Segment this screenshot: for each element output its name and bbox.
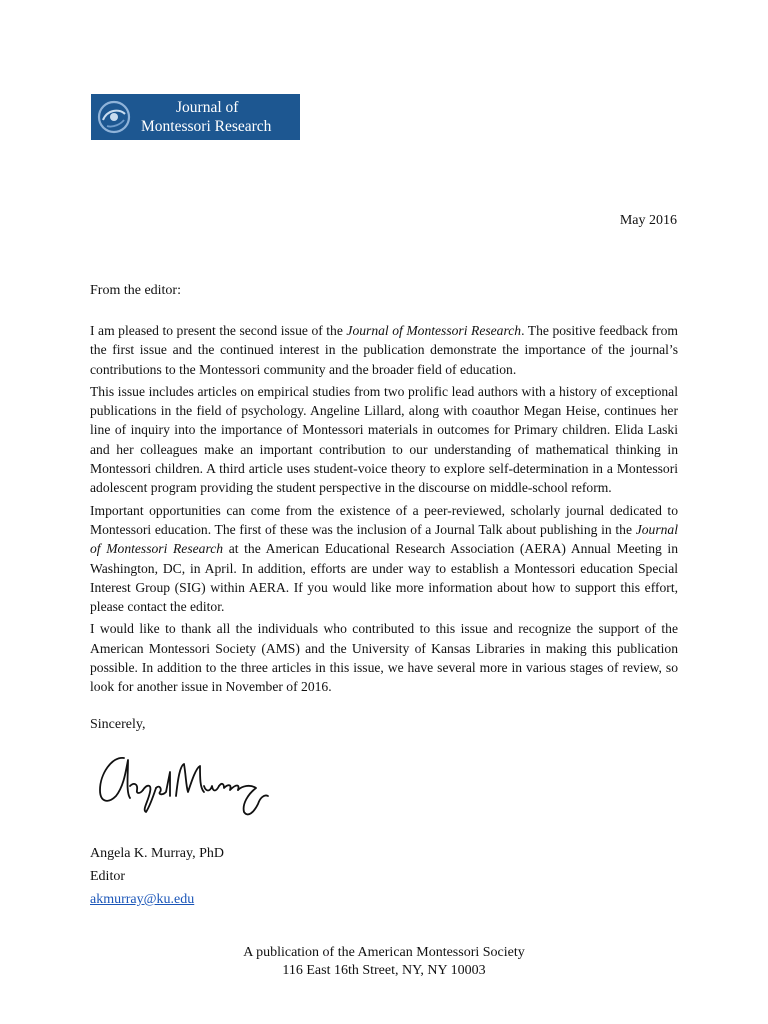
paragraph-1	[90, 321, 678, 379]
journal-title-italic: Journal of Montessori Research	[346, 323, 522, 338]
journal-logo	[91, 94, 300, 140]
logo-line-1: Journal of	[176, 99, 239, 116]
logo-line-2: Montessori Research	[141, 118, 272, 135]
handwritten-signature	[92, 746, 272, 832]
footer	[0, 944, 768, 980]
editor-email-link[interactable]: akmurray@ku.edu	[90, 892, 195, 907]
footer-address: 116 East 16th Street, NY, NY 10003	[282, 963, 486, 978]
paragraph-3-text-a: Important opportunities can come from the existence of a peer-reviewed, scholarly journal dedicated to Montessori education. The first of these was the inclusion of a Journal Talk about publishing in the	[90, 502, 678, 537]
signature-block	[90, 842, 224, 911]
paragraph-1-text-b: . The positive feedback from the first issue and the continued interest in the publication demonstrate the importance of the journal’s contributions to the Montessori community and the broader field of education.	[90, 323, 679, 377]
journal-emblem-icon	[95, 98, 133, 136]
paragraph-3-text-b: at the American Educational Research Association (AERA) Annual Meeting in Washington, DC, in April. In addition, efforts are under way to establish a Montessori education Special Interest Group (SIG) within AERA. If you would like more information about how to support this effort, please contact the editor.	[90, 541, 678, 615]
paragraph-2: This issue includes articles on empirical studies from two prolific lead authors with a history of exceptional publications in the field of psychology. Angeline Lillard, along with coauthor Megan Heise, continues her line of inquiry into the importance of Montessori materials in outcomes for Primary children. Elida Laski and her colleagues make an important contribution to our understanding of mathematical thinking in Montessori children. A third article uses student-voice theory to explore self-determination in a Montessori adolescent program providing the student perspective in the discourse on middle-school reform.	[90, 383, 678, 496]
journal-title-italic: Journal of Montessori Research	[90, 521, 678, 557]
paragraph-4: I would like to thank all the individuals who contributed to this issue and recognize the support of the American Montessori Society (AMS) and the University of Kansas Libraries in making this publication possible. In addition to the three articles in this issue, we have several more in various stages of review, so look for another issue in November of 2016.	[90, 621, 678, 695]
salutation: From the editor:	[90, 283, 181, 298]
closing: Sincerely,	[90, 717, 146, 732]
letter-date: May 2016	[619, 213, 677, 228]
letter-body	[90, 321, 678, 700]
paragraph-1-text-a: I am pleased to present the second issue of the	[90, 323, 347, 338]
editor-title: Editor	[90, 869, 125, 884]
editor-name: Angela K. Murray, PhD	[90, 846, 225, 861]
journal-logo-text	[141, 98, 297, 136]
footer-publisher: A publication of the American Montessori Society	[243, 945, 525, 960]
paragraph-3	[90, 501, 678, 617]
